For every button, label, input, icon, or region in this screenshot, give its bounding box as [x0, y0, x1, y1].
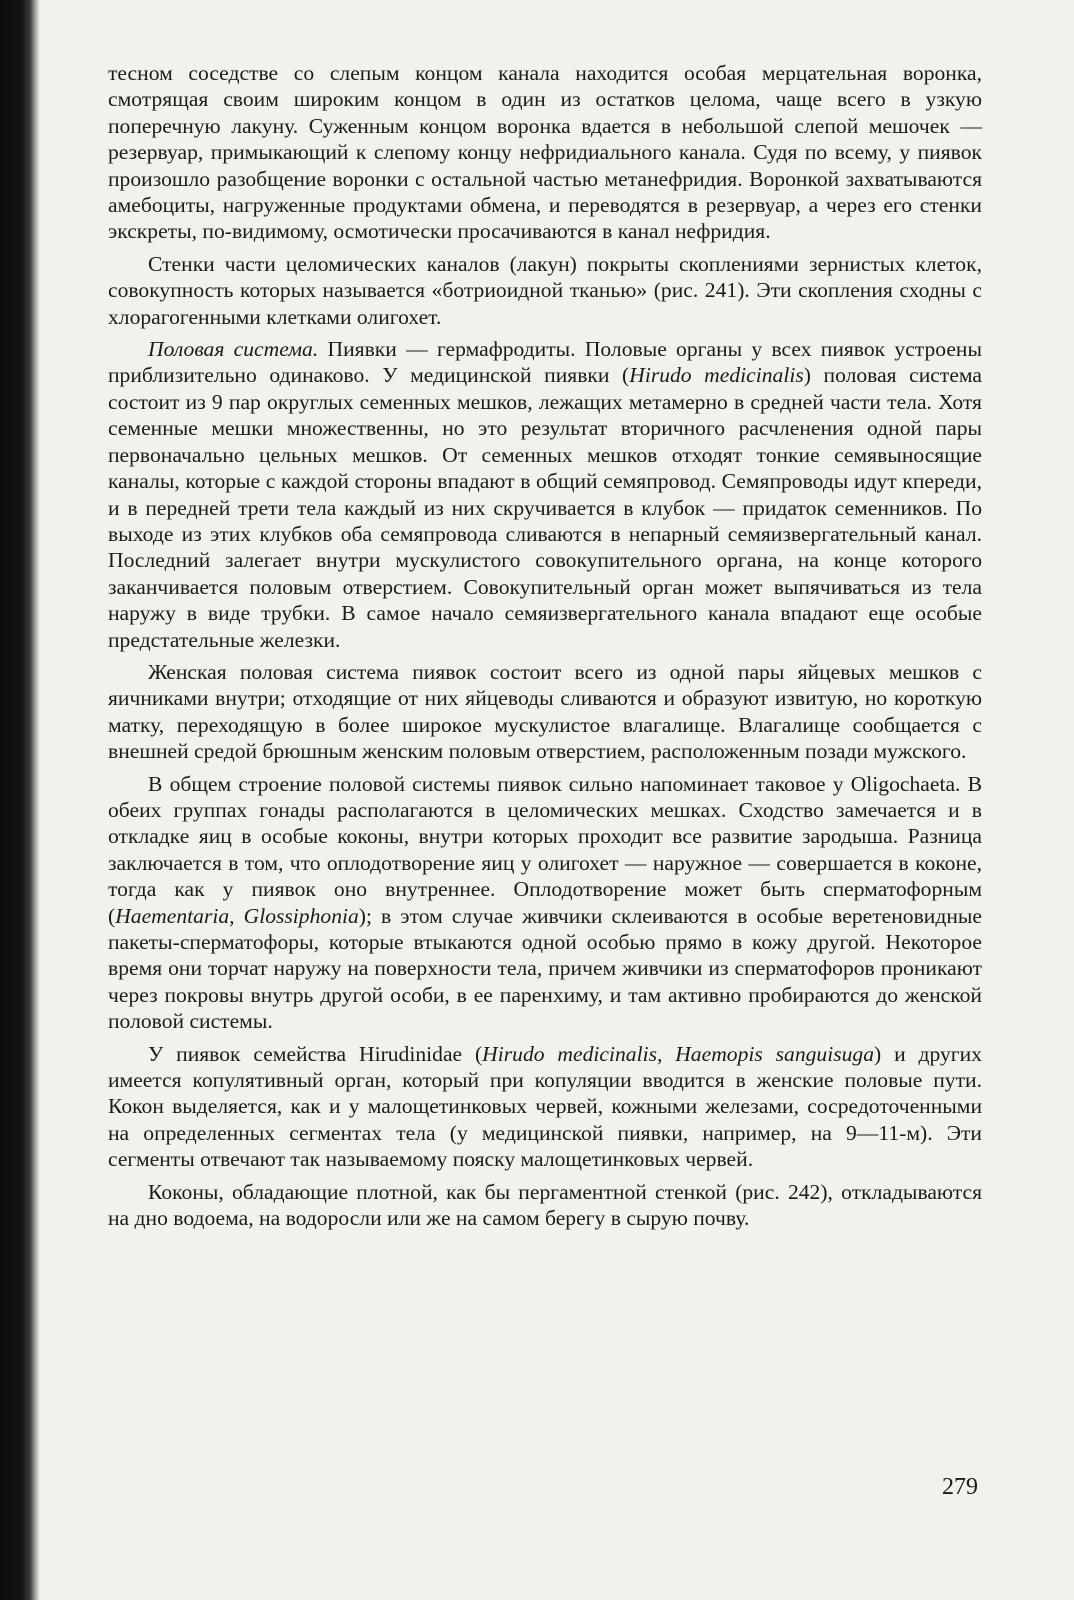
text-run-6-3: ) и других имеется копулятивный орган, который при копуляции вводится в женские половые пути. Кокон выделяется, как и у малощетинковых червей, кожными железами, сосредоточенными на определенных сегментах тела (у медицинской пиявки, например, на 9—11-м). Эти сегменты отвечают так называемому пояску малощетинковых червей. [108, 1041, 982, 1172]
paragraph-7 [108, 1179, 982, 1232]
paragraph-6 [108, 1041, 982, 1173]
paragraph-4 [108, 659, 982, 765]
text-run-1-1: тесном соседстве со слепым концом канала находится особая мерцательная воронка, смотрящая своим широким концом в один из остатков целома, чаще всего в узкую поперечную лакуну. Суженным концом воронка вдается в небольшой слепой мешочек — резервуар, примыкающий к слепому концу нефридиального канала. Судя по всему, у пиявок произошло разобщение воронки с остальной частью метанефридия. Воронкой захватываются амебоциты, нагруженные продуктами обмена, и переводятся в резервуар, а через его стенки экскреты, по-видимому, осмотически просачиваются в канал нефридия. [108, 61, 982, 244]
paragraph-5 [108, 771, 982, 1035]
paragraph-2 [108, 251, 982, 330]
paragraph-3 [108, 336, 982, 653]
italic-run-3-1: Половая система. [148, 337, 319, 362]
italic-run-6-2: Hirudo medicinalis, Haemopis sanguisuga [482, 1041, 875, 1066]
text-run-6-1: У пиявок семейства Hirudinidae ( [148, 1041, 483, 1066]
book-spine-shadow [0, 0, 40, 1600]
paragraph-1 [108, 60, 982, 245]
page-text [108, 60, 982, 1237]
text-run-3-4: ) половая система состоит из 9 пар округлых семенных мешков, лежащих метамерно в средней части тела. Хотя семенные мешки множественны, но это результат вторичного расчленения одной пары первоначально цельных мешков. От семенных мешков отходят тонкие семявыносящие каналы, которые с каждой стороны впадают в общий семяпровод. Семяпроводы идут кпереди, и в передней трети тела каждый из них скручивается в клубок — придаток семенников. По выходе из этих клубков оба семяпровода сливаются в непарный семяизвергательный канал. Последний залегает внутри мускулистого совокупительного органа, на конце которого заканчивается половым отверстием. Совокупительный орган может выпячиваться из тела наружу в виде трубки. В самое начало семяизвергательного канала впадают еще особые предстательные железки. [108, 363, 983, 652]
text-run-2-1: Стенки части целомических каналов (лакун) покрыты скоплениями зернистых клеток, совокупность которых называется «ботриоидной тканью» (рис. 241). Эти скопления сходны с хлорагогенными клетками олигохет. [108, 251, 982, 329]
text-run-7-1: Коконы, обладающие плотной, как бы пергаментной стенкой (рис. 242), откладываются на дно водоема, на водоросли или же на самом берегу в сырую почву. [108, 1179, 982, 1231]
text-run-3-2: Пиявки — гермафродиты. Половые органы у всех пиявок устроены приблизительно одинаково. У медицинской пиявки ( [108, 337, 982, 388]
italic-run-3-3: Hirudo medicinalis [629, 363, 804, 388]
italic-run-5-2: Haementaria, Glossiphonia [115, 903, 359, 928]
text-run-5-1: В общем строение половой системы пиявок сильно напоминает таковое у Oligochaeta. В обеих группах гонады располагаются в целомических мешках. Сходство замечается и в откладке яиц в особые коконы, внутри которых проходит все развитие зародыша. Разница заключается в том, что оплодотворение яиц у олигохет — наружное — совершается в коконе, тогда как у пиявок оно внутреннее. Оплодотворение может быть сперматофорным ( [108, 771, 982, 928]
text-run-5-3: ); в этом случае живчики склеиваются в особые веретеновидные пакеты-сперматофоры, которые втыкаются одной особью прямо в кожу другой. Некоторое время они торчат наружу на поверхности тела, причем живчики из сперматофоров проникают через покровы внутрь другой особи, в ее паренхиму, и там активно пробираются до женской половой системы. [108, 903, 982, 1034]
text-run-4-1: Женская половая система пиявок состоит всего из одной пары яйцевых мешков с яичниками внутри; отходящие от них яйцеводы сливаются и образуют извитую, но короткую матку, переходящую в более широкое мускулистое влагалище. Влагалище сообщается с внешней средой брюшным женским половым отверстием, расположенным позади мужского. [108, 659, 982, 764]
page-number: 279 [942, 1474, 978, 1500]
